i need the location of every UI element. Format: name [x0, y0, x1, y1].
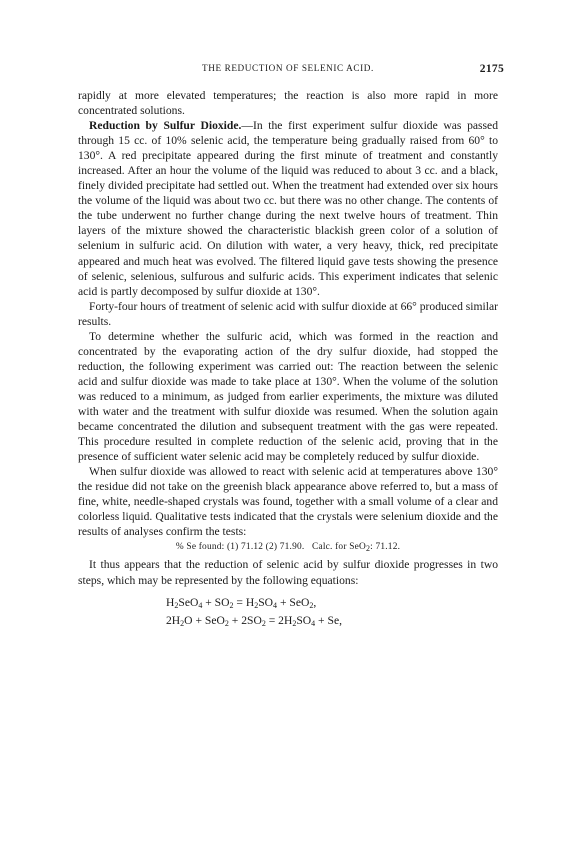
equation-1-rhs-subscript: 2: [309, 600, 314, 610]
section-heading: Reduction by Sulfur Dioxide.: [89, 119, 242, 133]
equation-1-rhs-subscript: 4: [273, 600, 278, 610]
equation-2-lhs-subscript: 2: [224, 618, 229, 628]
paragraph-forty-four-hours: Forty-four hours of treatment of selenic acid with sulfur dioxide at 66° produced similar results.: [78, 299, 498, 328]
paragraph-sulfur-dioxide-reduction: [78, 118, 498, 299]
equation-2-lhs-subscript: 2: [261, 618, 266, 628]
equation-1-lhs-term: + SO: [202, 595, 230, 609]
equation-2-lhs-term: O + SeO: [184, 613, 225, 627]
analysis-calc-label: Calc. for SeO: [312, 542, 366, 553]
page-number: 2175: [479, 63, 504, 75]
analysis-found-values: (1) 71.12 (2) 71.90.: [226, 542, 305, 553]
equation-2-lhs-subscript: 2: [180, 618, 185, 628]
equation-2-rhs-subscript: 2: [292, 618, 297, 628]
equation-1-lhs-subscript: 2: [174, 600, 179, 610]
equation-2-rhs-term: SO: [296, 613, 312, 627]
analysis-calc-value: : 71.12.: [370, 542, 401, 553]
analysis-found-label: % Se found:: [175, 542, 225, 553]
equation-1: [166, 594, 498, 612]
equation-2-rhs-term: + Se,: [315, 613, 342, 627]
analysis-calc-subscript: 2: [365, 544, 371, 554]
paragraph-continuation: rapidly at more elevated temperatures; the reaction is also more rapid in more concentrated solutions.: [78, 89, 498, 118]
equation-2-rhs-subscript: 4: [311, 618, 316, 628]
equation-1-equals: =: [233, 595, 246, 609]
equation-1-rhs-term: + SeO: [277, 595, 310, 609]
equation-1-rhs-subscript: 2: [254, 600, 259, 610]
equation-2-lhs-term: + 2SO: [228, 613, 262, 627]
equation-2-lhs-term: 2H: [166, 613, 181, 627]
paragraph-above-130: When sulfur dioxide was allowed to react with selenic acid at temperatures above 130° the residue did not take on the greenish black appearance above referred to, but a mass of fine, white, needle-shaped crystals was found, together with a small volume of a clear and colorless liquid. Qualitative tests indicated that the crystals were selenium dioxide and the results of analyses confirm the tests:: [78, 465, 498, 539]
equation-1-lhs-subscript: 4: [198, 600, 203, 610]
equation-1-rhs-term: SO: [258, 595, 274, 609]
equation-1-rhs-term: ,: [313, 595, 317, 609]
analysis-results: [78, 540, 498, 555]
paragraph-two-steps: It thus appears that the reduction of selenic acid by sulfur dioxide progresses in two steps, which may be represented by the following equations:: [78, 558, 498, 587]
paragraph-text: —In the first experiment sulfur dioxide was passed through 15 cc. of 10% selenic acid, the temperature being gradually raised from 60° to 130°. A red precipitate appeared during the first minute of treatment and constantly increased. After an hour the volume of the liquid was reduced to about 3 cc. and a black, finely divided precipitate had settled out. When the treatment had extended over six hours the volume of the liquid was about two cc. but there was no other change. The contents of the tube underwent no further change during the next twelve hours of treatment. Thin layers of the mixture showed the characteristic blackish green color of a solution of selenium in sulfuric acid. On dilution with water, a very heavy, thick, red precipitate appeared and much heat was evolved. The filtered liquid gave tests showing the presence of selenic, selenious, sulfurous and sulfuric acids. This experiment indicates that selenic acid is partly decomposed by sulfur dioxide at 130°.: [78, 119, 498, 298]
equation-1-lhs-subscript: 2: [229, 600, 234, 610]
paragraph-sulfuric-acid-test: To determine whether the sulfuric acid, which was formed in the reaction and concentrated by the evaporating action of the dry sulfur dioxide, had stopped the reduction, the following experiment was carried out: The reaction between the selenic acid and sulfur dioxide was made to take place at 130°. When the volume of the solution was reduced to a minimum, as judged from earlier experiments, the mixture was diluted with water and the treatment with sulfur dioxide was resumed. When the solution again became concentrated the dilution and subsequent treatment with the gas were repeated. This procedure resulted in complete reduction of the selenic acid, proving that in the presence of sufficient water selenic acid may be completely reduced by sulfur dioxide.: [78, 329, 498, 464]
running-title: THE REDUCTION OF SELENIC ACID.: [202, 63, 374, 73]
equation-1-lhs-term: SeO: [178, 595, 199, 609]
article-body: [78, 88, 498, 630]
equation-2: [166, 612, 498, 630]
equation-1-lhs-term: H: [166, 595, 175, 609]
equations: [166, 594, 498, 630]
equation-1-rhs-term: H: [245, 595, 255, 609]
equation-2-rhs-term: 2H: [278, 613, 293, 627]
equation-2-equals: =: [265, 613, 279, 627]
